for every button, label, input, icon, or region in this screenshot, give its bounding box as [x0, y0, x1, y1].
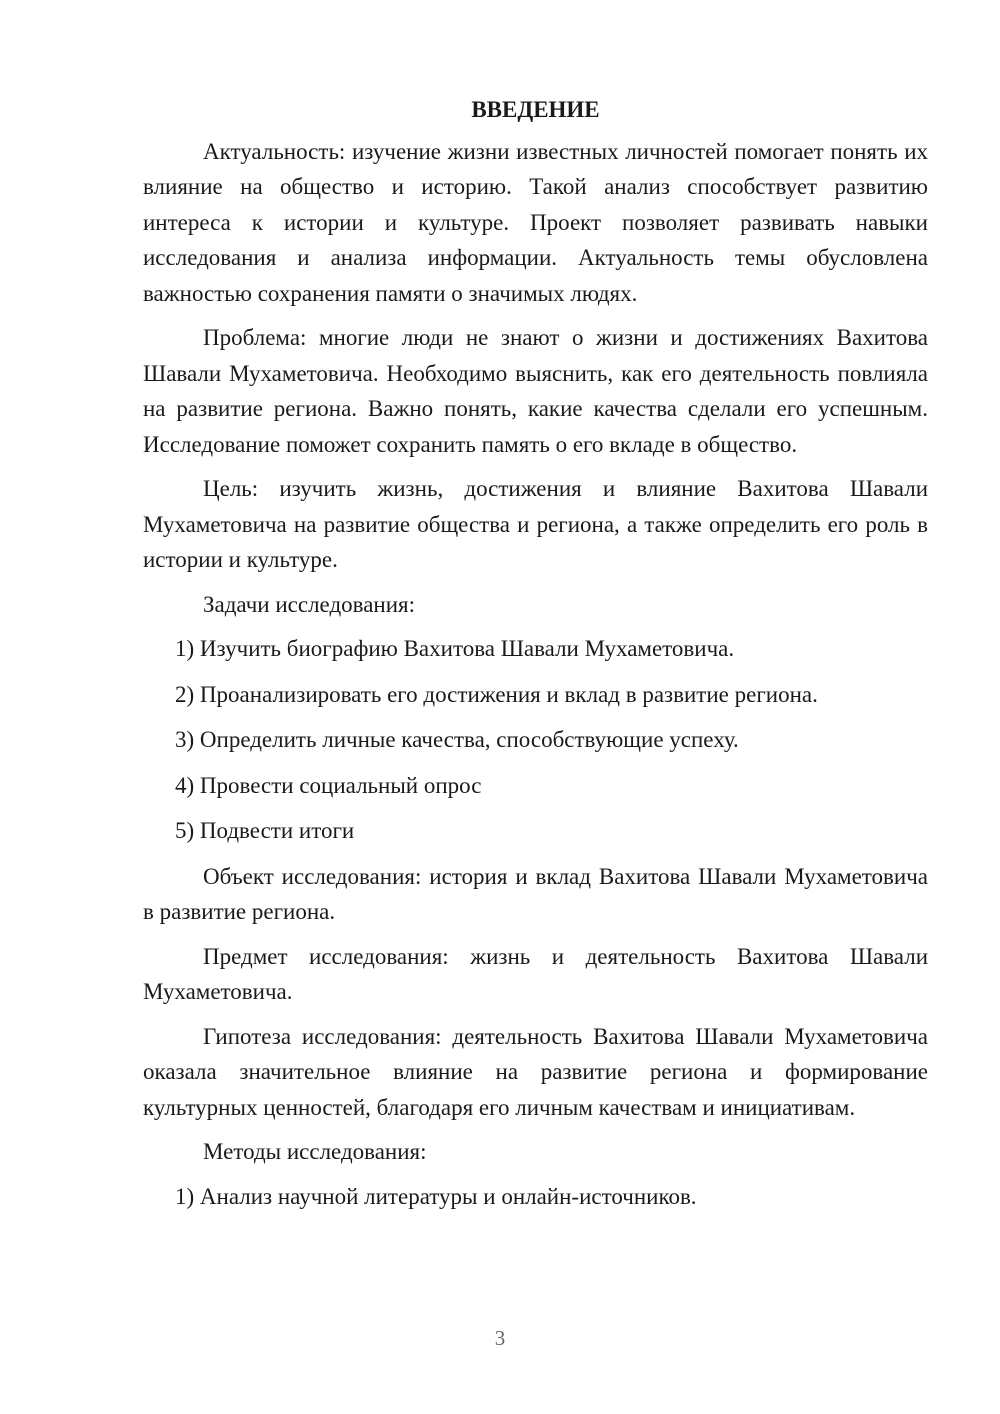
list-item: 1) Анализ научной литературы и онлайн-источников. [175, 1183, 697, 1209]
goal-paragraph: Цель: изучить жизнь, достижения и влияние Вахитова Шавали Мухаметовича на развитие общества и региона, а также определить его роль в истории и культуре. [143, 476, 928, 572]
list-item: 2) Проанализировать его достижения и вклад в развитие региона. [175, 681, 818, 707]
subject-paragraph: Предмет исследования: жизнь и деятельность Вахитова Шавали Мухаметовича. [143, 943, 928, 1004]
document-page [143, 92, 928, 1224]
hypothesis-paragraph: Гипотеза исследования: деятельность Вахитова Шавали Мухаметовича оказала значительное влияние на развитие региона и формирование культурных ценностей, благодаря его личным качествам и инициативам. [143, 1023, 928, 1120]
tasks-label: Задачи исследования: [203, 591, 416, 617]
methods-label: Методы исследования: [203, 1139, 427, 1164]
list-item: 3) Определить личные качества, способствующие успеху. [175, 727, 739, 752]
list-item: 1) Изучить биографию Вахитова Шавали Мухаметовича. [175, 636, 735, 661]
section-heading: ВВЕДЕНИЕ [471, 97, 600, 122]
methods-list [143, 1179, 928, 1215]
list-item: 5) Подвести итоги [175, 818, 355, 843]
relevance-paragraph: Актуальность: изучение жизни известных личностей помогает понять их влияние на общество и историю. Такой анализ способствует развитию интереса к истории и культуре. Проект позволяет развивать навыки исследования и анализа информации. Актуальность темы обусловлена важностью сохранения памяти о значимых людях. [143, 138, 928, 306]
list-item: 4) Провести социальный опрос [175, 772, 482, 798]
object-paragraph: Объект исследования: история и вклад Вахитова Шавали Мухаметовича в развитие региона. [143, 863, 928, 924]
page-number: 3 [494, 1326, 506, 1350]
tasks-list [143, 631, 928, 849]
problem-paragraph: Проблема: многие люди не знают о жизни и достижениях Вахитова Шавали Мухаметовича. Необходимо выяснить, как его деятельность повлияла на развитие региона. Важно понять, какие качества сделали его успешным. Исследование поможет сохранить память о его вкладе в общество. [143, 325, 928, 457]
